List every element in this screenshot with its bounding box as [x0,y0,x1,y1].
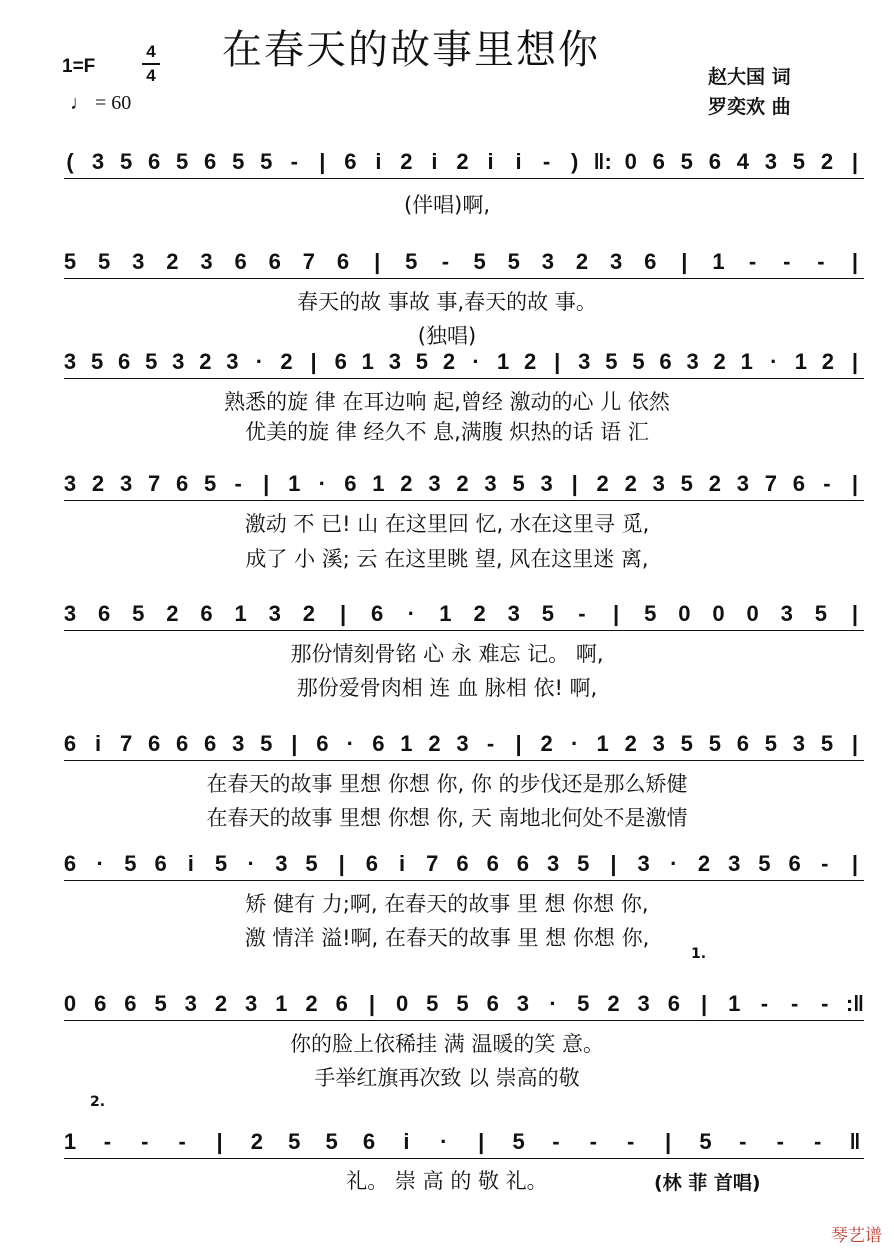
note-token: 5 [260,731,273,756]
note-token: - [817,249,825,274]
time-signature-top: 4 [146,42,156,61]
lyric-line-2: (独唱) [417,324,477,348]
note-token: 3 [686,349,699,374]
note-token: 1 [728,991,741,1016]
note-token: 2 [624,471,637,496]
tempo-marking [70,92,131,115]
note-token: 6 [124,991,137,1016]
note-token: | [368,991,375,1016]
note-token: 6 [344,149,357,174]
beam-line [64,880,864,881]
note-token: 6 [667,991,680,1016]
note-token: 2 [575,249,589,274]
note-token: 6 [371,601,384,626]
note-token: | [700,991,708,1016]
note-token: - [783,249,791,274]
beam-line [64,278,864,279]
note-token: 5 [473,249,486,274]
note-token: 6 [652,149,665,174]
note-token: ) [570,149,579,174]
note-token: 5 [605,349,618,374]
note-token: 2 [607,991,620,1016]
note-token: 5 [680,731,693,756]
note-token: 2 [400,149,413,174]
note-token: 2 [820,149,834,174]
note-token: - [790,991,799,1016]
beam-line [64,1020,864,1021]
note-token: 1 [400,731,413,756]
note-token: 0 [678,601,691,626]
note-token: 3 [63,471,77,496]
note-token: - [542,149,551,174]
note-token: - [813,1129,822,1154]
note-token: 3 [456,731,469,756]
note-token: 1 [288,471,301,496]
note-token: - [103,1129,112,1154]
note-token: 3 [578,349,591,374]
note-token: 3 [637,991,650,1016]
note-token: 5 [758,851,771,876]
note-token: 5 [176,149,189,174]
note-token: i [399,851,406,876]
note-token: 6 [268,249,281,274]
note-token: - [552,1129,560,1154]
lyric-line-1: 你的脸上依稀挂 满 温暖的笑 意。 [289,1032,605,1056]
composer-credit: 罗奕欢 曲 [708,96,791,118]
note-token: 2 [821,349,835,374]
note-token: 0 [746,601,759,626]
note-token: · [346,731,355,756]
note-token: 5 [154,991,167,1016]
note-token: 1 [361,349,374,374]
note-token: 6 [118,349,131,374]
note-token: 3 [516,991,529,1016]
note-token: 5 [415,349,429,374]
note-token: 5 [204,471,217,496]
lyric-line-2: 那份爱骨肉相 连 血 脉相 依! 啊, [296,676,598,700]
note-token: · [255,349,264,374]
note-token: 3 [652,731,665,756]
note-token: 5 [119,149,133,174]
note-token: 3 [637,851,650,876]
note-token: | [851,471,859,496]
note-token: - [178,1129,186,1154]
note-token: 0 [63,991,77,1016]
note-token: | [374,249,381,274]
lyric-line-2: 激 情洋 溢!啊, 在春天的故事 里 想 你想 你, [244,926,650,950]
note-token: · [770,349,778,374]
note-token: 6 [736,731,749,756]
note-token: - [821,991,829,1016]
beam-line [64,760,864,761]
note-token: | [681,249,688,274]
note-token: - [748,249,757,274]
note-token: 6 [644,249,657,274]
note-token: 2 [708,471,721,496]
note-token: 2 [199,349,212,374]
note-token: 1 [234,601,247,626]
note-token: 0 [624,149,637,174]
note-token: | [851,349,859,374]
note-token: 6 [98,601,111,626]
note-token: - [141,1129,149,1154]
note-token: 6 [456,851,469,876]
note-token: 7 [302,249,316,274]
note-token: 5 [577,991,590,1016]
lyric-line-2: 优美的旋 律 经久不 息,满腹 炽热的话 语 汇 [245,420,649,444]
note-token: 3 [764,149,778,174]
note-token: 3 [728,851,741,876]
note-token: 5 [820,731,834,756]
note-token: · [440,1129,448,1154]
note-token: 3 [275,851,288,876]
note-token: 5 [288,1129,301,1154]
note-token: 5 [405,249,418,274]
note-token: 2 [540,731,553,756]
note-token: 2 [596,471,609,496]
beam-line [64,178,864,179]
note-token: 5 [90,349,104,374]
note-token: - [739,1129,747,1154]
note-token: 2 [305,991,318,1016]
note-token: 3 [226,349,239,374]
note-token: 3 [484,471,497,496]
note-token: 5 [214,851,228,876]
beam-line [64,630,864,631]
note-token: 1 [740,349,753,374]
note-token: | [554,349,561,374]
note-token: i [515,149,522,174]
note-token: 6 [316,731,329,756]
note-token: 2 [524,349,537,374]
note-token: | [319,149,326,174]
note-token: 3 [507,601,520,626]
note-token: 3 [780,601,793,626]
note-token: 2 [250,1129,264,1154]
note-token: 2 [456,149,469,174]
note-token: 5 [98,249,111,274]
note-token: 2 [456,471,469,496]
note-token: | [665,1129,672,1154]
note-token: | [610,851,617,876]
note-token: 3 [172,349,185,374]
note-token: 0 [395,991,409,1016]
note-token: 2 [166,601,179,626]
note-token: | [338,851,345,876]
note-token: 6 [204,149,217,174]
note-token: - [760,991,769,1016]
note-token: 6 [708,149,721,174]
note-token: | [515,731,522,756]
note-token: 3 [541,249,554,274]
note-token: 3 [200,249,213,274]
note-token: :‖ [845,991,865,1016]
note-token: - [627,1129,635,1154]
note-token: 5 [512,471,525,496]
note-token: · [96,851,104,876]
note-token: 5 [63,249,77,274]
note-token: 5 [260,149,273,174]
note-token: 1 [275,991,288,1016]
note-token: 6 [344,471,357,496]
note-token: - [290,149,298,174]
note-token: | [263,471,270,496]
beam-line [64,1158,864,1159]
note-token: 3 [540,471,553,496]
note-token: i [94,731,102,756]
note-token: - [486,731,495,756]
note-token: 5 [132,601,145,626]
lyric-line-1: 激动 不 已! 山 在这里回 忆, 水在这里寻 觅, [244,512,650,536]
note-token: 5 [680,471,693,496]
note-token: 6 [94,991,107,1016]
note-token: · [407,601,415,626]
note-token: | [216,1129,223,1154]
note-token: | [339,601,347,626]
note-token: 2 [442,349,456,374]
note-token: 1 [496,349,510,374]
time-signature-bottom: 4 [146,66,156,85]
note-token: 3 [792,731,806,756]
note-token: 2 [280,349,293,374]
note-token: 2 [91,471,105,496]
note-token: 1 [439,601,452,626]
note-token: 2 [400,471,413,496]
note-token: 3 [245,991,258,1016]
note-token: i [431,149,438,174]
note-token: | [851,731,859,756]
note-token: 6 [792,471,806,496]
note-token: 5 [577,851,590,876]
note-token: - [821,851,829,876]
note-token: 3 [388,349,401,374]
note-token: 1 [596,731,609,756]
note-token: ‖: [593,149,612,174]
note-token: 2 [473,601,486,626]
note-token: 3 [63,601,77,626]
note-token: - [823,471,831,496]
note-token: 6 [147,149,161,174]
song-title: 在春天的故事里想你 [222,27,600,73]
note-token: 6 [334,349,347,374]
note-token: 6 [788,851,801,876]
note-token: 2 [166,249,179,274]
note-token: 4 [736,149,749,174]
note-token: · [549,991,557,1016]
note-token: 5 [699,1129,712,1154]
note-token: | [571,471,578,496]
watermark: 琴艺谱 [831,1226,882,1246]
note-token: | [478,1129,485,1154]
note-token: 3 [652,471,665,496]
note-token: 6 [147,731,161,756]
volta-1: 1. [691,946,707,962]
note-token: · [570,731,579,756]
note-token: 6 [234,249,247,274]
note-token: 5 [632,349,645,374]
note-token: 5 [325,1129,338,1154]
note-token: i [187,851,194,876]
note-token: 5 [680,149,693,174]
lyric-line-2: 在春天的故事 里想 你想 你, 天 南地北何处不是激情 [206,806,688,830]
note-token: 1 [794,349,807,374]
lyric-line-1: 矫 健有 力;啊, 在春天的故事 里 想 你想 你, [245,892,649,916]
note-token: | [291,731,298,756]
note-token: 3 [609,249,623,274]
note-token: 5 [708,731,721,756]
note-token: · [670,851,678,876]
note-token: 6 [362,1129,376,1154]
quarter-note-icon: ♩ [70,92,90,114]
note-token: - [441,249,450,274]
note-token: · [247,851,255,876]
note-token: 1 [63,1129,77,1154]
lyric-line-1: 熟悉的旋 律 在耳边响 起,曾经 激动的心 儿 依然 [224,390,670,414]
note-token: 7 [426,851,439,876]
note-token: | [851,249,859,274]
note-token: 5 [507,249,520,274]
note-token: 5 [764,731,778,756]
lyric-line-1: 礼。 崇 高 的 敬 礼。 [346,1169,548,1193]
note-token: 6 [486,851,499,876]
note-token: ( [66,149,74,174]
note-token: 2 [214,991,228,1016]
lyric-line-1: 在春天的故事 里想 你想 你, 你 的步伐还是那么矫健 [206,772,688,796]
singer-credit: (林 菲 首唱) [654,1172,761,1194]
note-token: - [776,1129,784,1154]
note-token: 6 [154,851,167,876]
note-token: 6 [176,471,189,496]
note-token: 0 [712,601,725,626]
note-token: 5 [512,1129,525,1154]
note-token: 6 [200,601,213,626]
note-token: - [578,601,586,626]
lyric-line-2: 手举红旗再次致 以 崇高的敬 [314,1066,580,1090]
lyricist-credit: 赵大国 词 [708,66,791,88]
note-token: · [472,349,480,374]
note-token: - [589,1129,597,1154]
note-token: 3 [232,731,245,756]
note-token: 1 [712,249,725,274]
note-token: 5 [644,601,657,626]
beam-line [64,500,864,501]
note-token: 6 [335,991,348,1016]
note-token: 1 [372,471,385,496]
note-token: 3 [546,851,560,876]
note-token: 3 [736,471,749,496]
volta-2: 2. [90,1094,106,1110]
note-token: 6 [486,991,499,1016]
note-token: 3 [268,601,281,626]
note-token: 5 [456,991,469,1016]
note-token: 7 [764,471,778,496]
lyric-line-1: 那份情刻骨铭 心 永 难忘 记。 啊, [290,642,604,666]
note-token: 3 [428,471,441,496]
note-token: 7 [119,731,133,756]
note-token: | [851,851,859,876]
note-token: · [318,471,326,496]
note-token: 5 [426,991,439,1016]
note-token: 5 [792,149,806,174]
time-signature [142,42,160,86]
note-token: 6 [63,851,77,876]
note-token: i [403,1129,410,1154]
note-token: 6 [372,731,385,756]
note-token: i [375,149,382,174]
note-token: 5 [232,149,245,174]
note-token: 5 [145,349,158,374]
note-token: 5 [305,851,318,876]
note-token: 5 [541,601,554,626]
note-token: 2 [697,851,711,876]
tempo-value: = 60 [95,92,132,114]
note-token: 6 [204,731,217,756]
note-token: 2 [624,731,637,756]
note-token: 5 [124,851,137,876]
note-token: | [310,349,317,374]
note-token: 2 [713,349,726,374]
note-token: 7 [147,471,161,496]
note-token: 6 [516,851,529,876]
note-token: 6 [63,731,77,756]
note-token: | [851,601,859,626]
note-token: 6 [336,249,350,274]
note-token: 3 [132,249,145,274]
note-token: 6 [659,349,672,374]
note-token: 5 [814,601,827,626]
note-token: i [487,149,494,174]
note-token: ‖ [849,1129,861,1154]
note-token: | [851,149,859,174]
note-token: 2 [428,731,441,756]
lyric-line-1: 春天的故 事故 事,春天的故 事。 [297,290,597,314]
note-token: - [234,471,242,496]
lyric-line-1: (伴唱)啊, [403,193,491,217]
note-token: 3 [119,471,133,496]
note-token: 6 [176,731,189,756]
beam-line [64,378,864,379]
note-token: 2 [302,601,316,626]
note-token: 3 [63,349,77,374]
note-token: 6 [365,851,379,876]
key-signature: 1=F [62,56,96,77]
note-token: 3 [184,991,197,1016]
lyric-line-2: 成了 小 溪; 云 在这里眺 望, 风在这里迷 离, [245,547,649,571]
note-token: 3 [91,149,105,174]
note-token: | [613,601,620,626]
